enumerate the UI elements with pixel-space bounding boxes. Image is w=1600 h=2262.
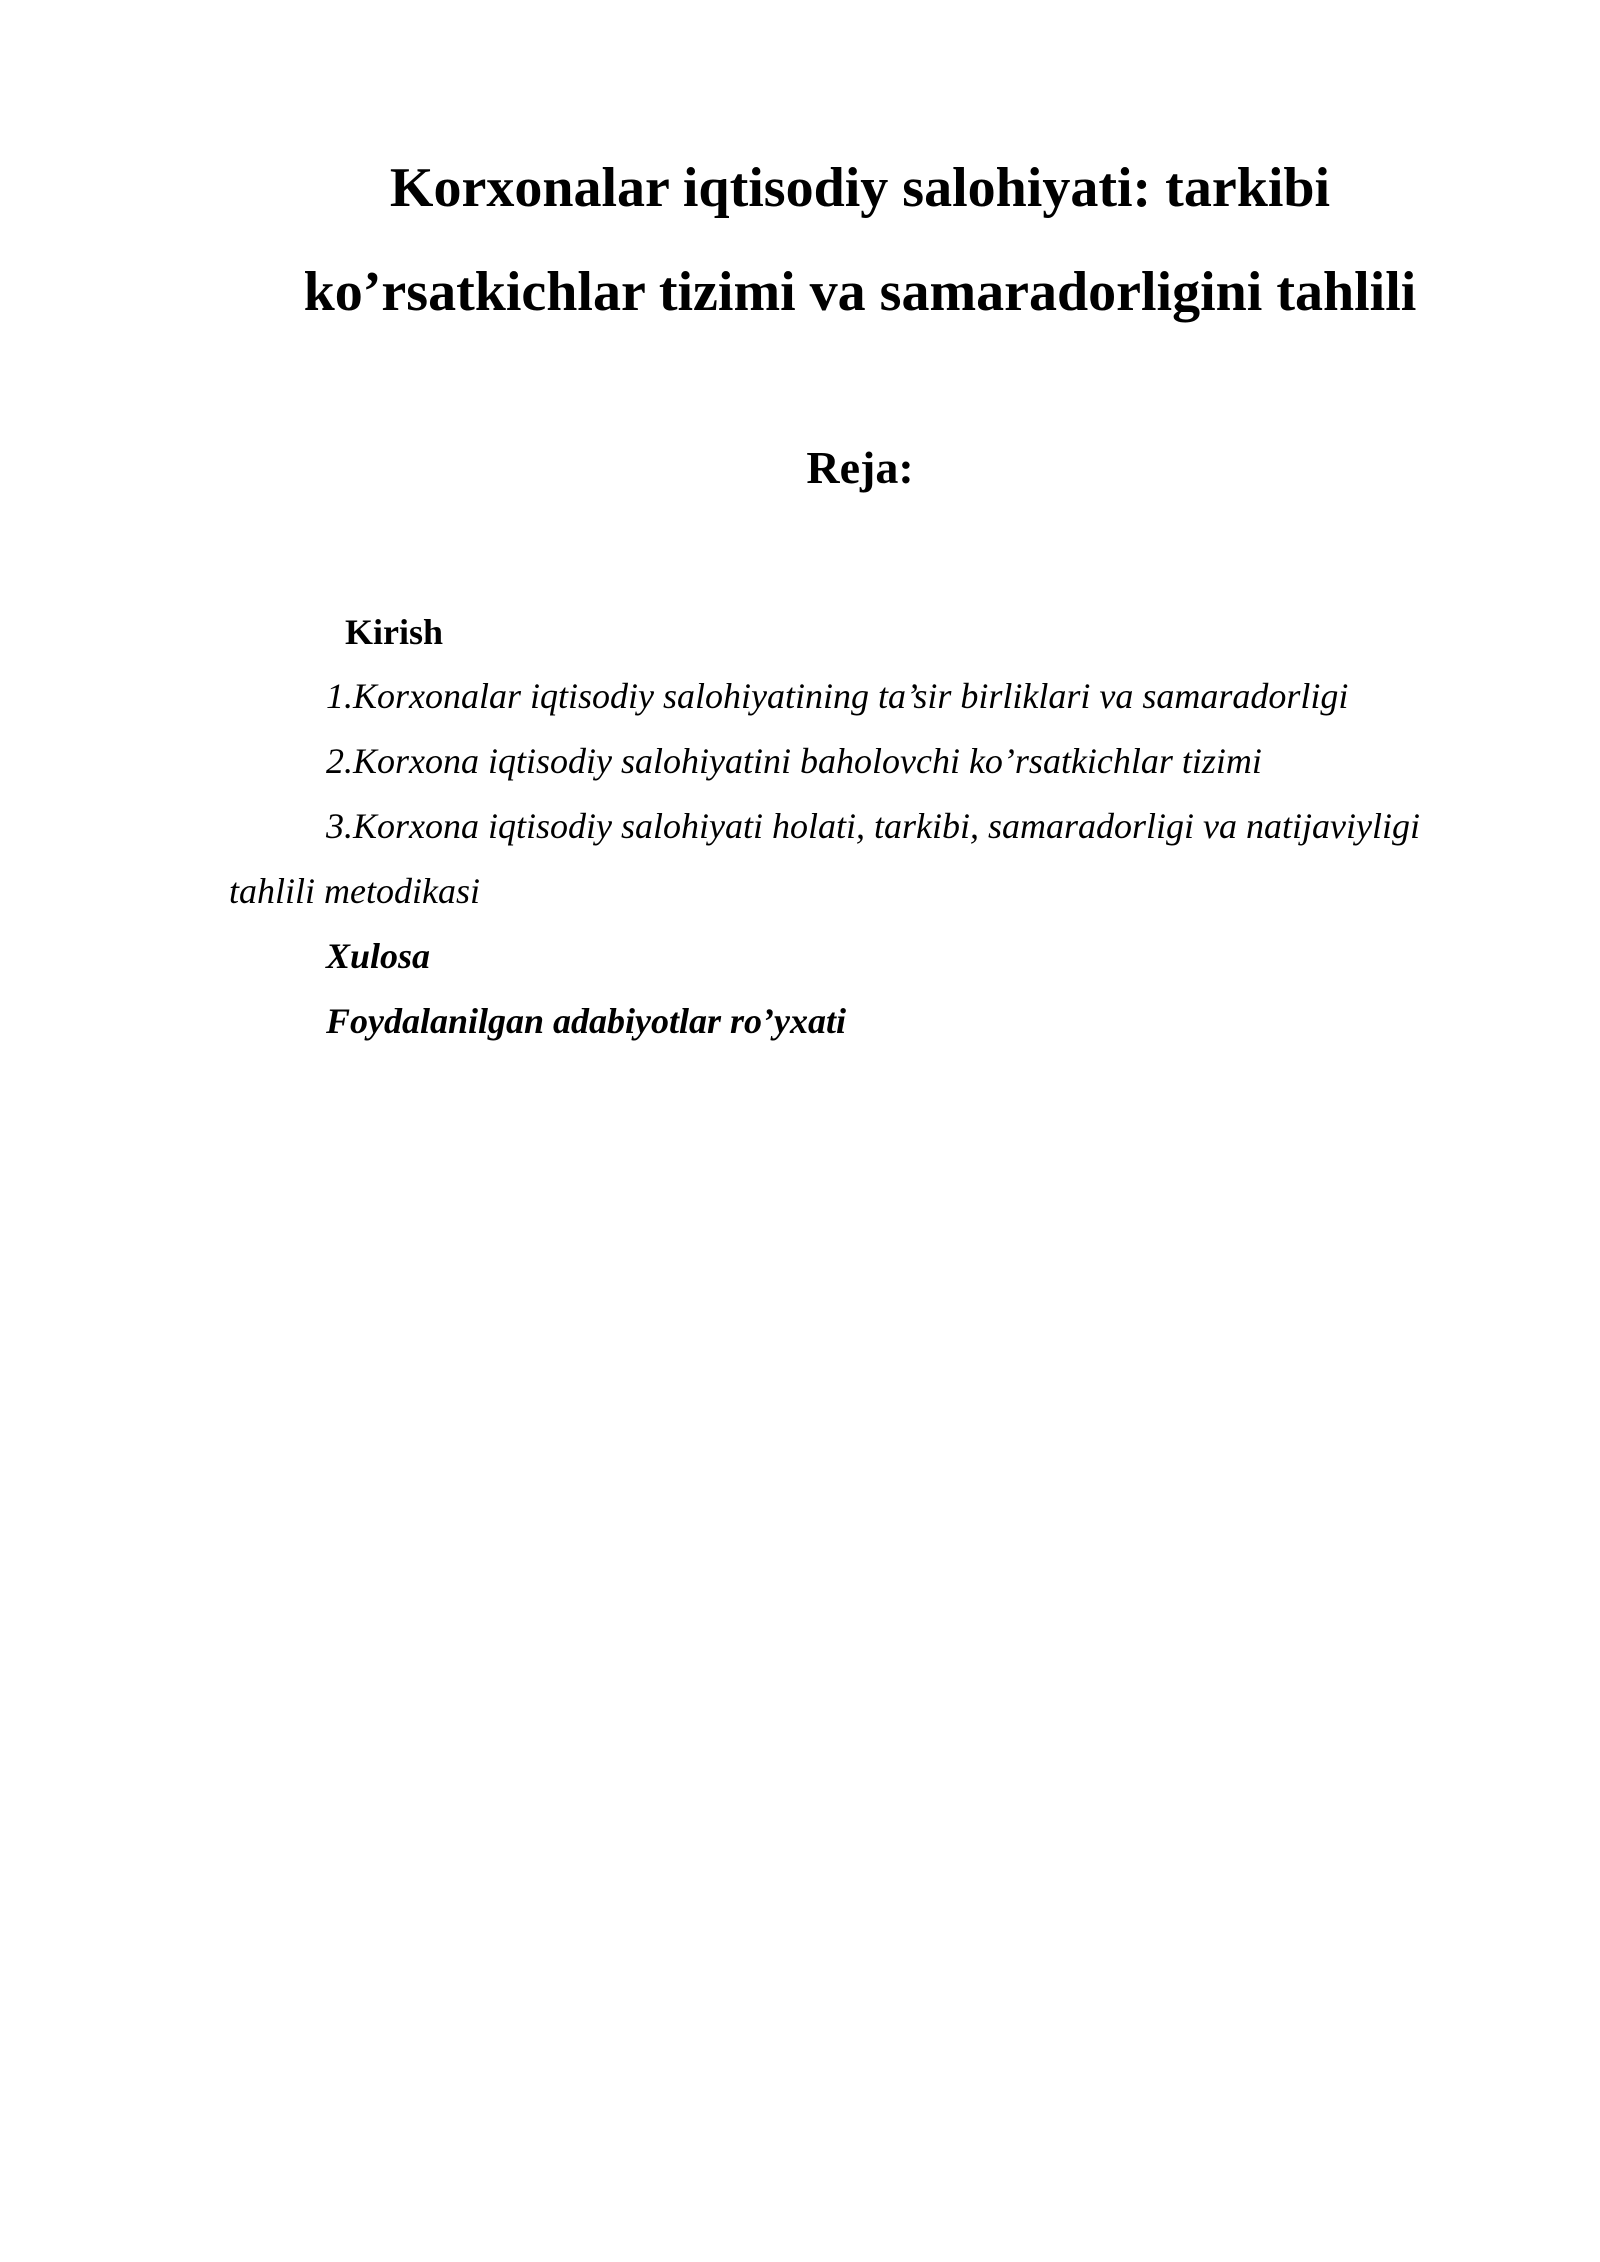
plan-item-2: 2.Korxona iqtisodiy salohiyatini baholovchi ko’rsatkichlar tizimi bbox=[326, 741, 1262, 781]
document-title-line-2: ko’rsatkichlar tizimi va samaradorligini tahlili bbox=[303, 261, 1417, 323]
plan-intro: Kirish bbox=[345, 612, 444, 652]
plan-references: Foydalanilgan adabiyotlar ro’yxati bbox=[326, 1001, 847, 1041]
plan-item-3-continuation: tahlili metodikasi bbox=[229, 871, 480, 911]
plan-heading: Reja: bbox=[806, 442, 914, 493]
plan-conclusion: Xulosa bbox=[326, 936, 431, 976]
plan-item-1: 1.Korxonalar iqtisodiy salohiyatining ta’sir birliklari va samaradorligi bbox=[326, 676, 1349, 716]
plan-item-3: 3.Korxona iqtisodiy salohiyati holati, tarkibi, samaradorligi va natijaviyligi bbox=[326, 806, 1420, 846]
document-title-line-1: Korxonalar iqtisodiy salohiyati: tarkibi bbox=[389, 157, 1331, 219]
